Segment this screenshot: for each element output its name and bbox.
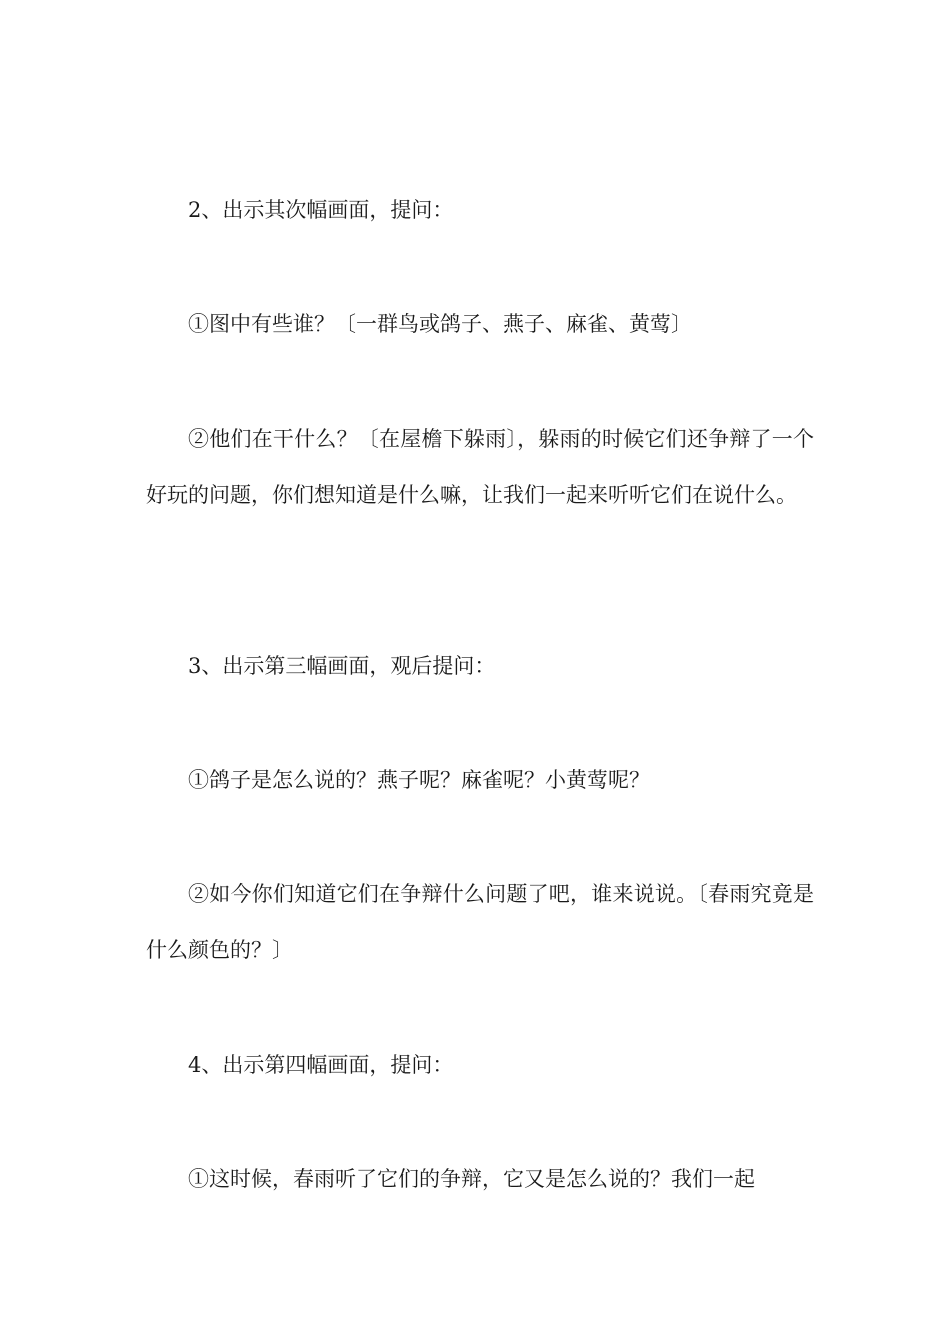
paragraph-question-spring-rain: ①这时候，春雨听了它们的争辩，它又是怎么说的？我们一起	[188, 1167, 755, 1191]
paragraph-step-2-heading: 2、出示其次幅画面，提问：	[188, 198, 454, 222]
paragraph-question-what-said: ①鸽子是怎么说的？燕子呢？麻雀呢？小黄莺呢？	[188, 768, 650, 792]
paragraph-question-debate: ②如今你们知道它们在争辩什么问题了吧，谁来说说。〔春雨究竟是什么颜色的？〕	[146, 882, 814, 962]
paragraph-question-who: ①图中有些谁？〔一群鸟或鸽子、燕子、麻雀、黄莺〕	[188, 312, 692, 336]
paragraph-step-4-heading: 4、出示第四幅画面，提问：	[188, 1053, 454, 1077]
paragraph-step-3-heading: 3、出示第三幅画面，观后提问：	[188, 654, 496, 678]
paragraph-question-what-doing: ②他们在干什么？〔在屋檐下躲雨〕，躲雨的时候它们还争辩了一个好玩的问题，你们想知道是什么嘛，让我们一起来听听它们在说什么。	[146, 427, 814, 507]
